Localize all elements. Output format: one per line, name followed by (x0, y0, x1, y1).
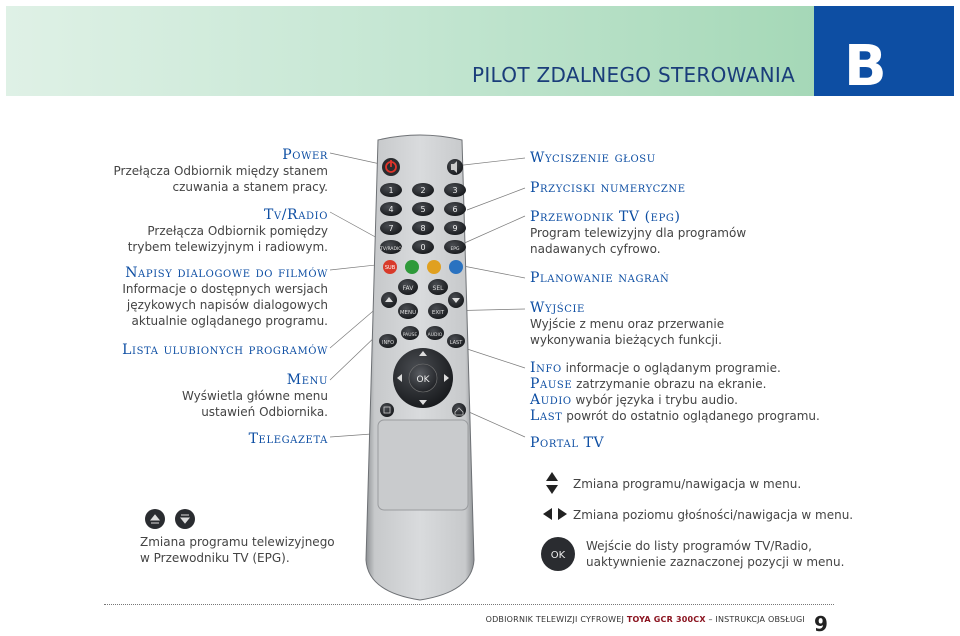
label-teletext: Telegazeta (248, 431, 328, 447)
digit-label: 8 (420, 224, 426, 233)
svg-text:LAST: LAST (449, 340, 463, 346)
color-key-button (449, 260, 463, 274)
label-exit: Wyjście Wyjście z menu oraz przerwanie wykonywania bieżących funkcji. (530, 300, 725, 347)
digit-label: 4 (388, 205, 394, 214)
legend-ok-text: Wejście do listy programów TV/Radio, uaktywnienie zaznaczonej pozycji w menu. (586, 539, 845, 569)
label-mute: Wyciszenie głosu (530, 150, 656, 166)
digit-label: 1 (388, 186, 394, 195)
legend-leftright-text: Zmiana poziomu głośności/nawigacja w menu. (573, 508, 854, 522)
legend-epg-text: Zmiana programu telewizyjnego w Przewodniku TV (EPG). (140, 535, 335, 565)
label-subtitles: Napisy dialogowe do filmów Informacje o dostępnych wersjach językowych napisów dialogowych aktualnie oglądanego programu. (122, 265, 328, 328)
ok-legend (538, 534, 578, 574)
svg-text:MENU: MENU (399, 310, 417, 316)
right-arrow-icon (558, 508, 567, 520)
label-numeric: Przyciski numeryczne (530, 180, 686, 196)
svg-text:OK: OK (550, 550, 566, 561)
arrow-legend-icons (540, 470, 570, 530)
label-recording: Planowanie nagrań (530, 270, 670, 286)
digit-label: 5 (420, 205, 426, 214)
label-favorites: Lista ulubionych programów (122, 342, 328, 358)
svg-text:SEL: SEL (432, 285, 444, 292)
page-title: PILOT ZDALNEGO STEROWANIA (472, 63, 796, 87)
page-number: 9 (814, 612, 828, 636)
label-menu: Menu Wyświetla główne menu ustawień Odbiornika. (181, 372, 328, 419)
svg-text:OK: OK (416, 375, 430, 385)
color-key-button (405, 260, 419, 274)
footer-text: ODBIORNIK TELEWIZJI CYFROWEJ TOYA GCR 300CX – INSTRUKCJA OBSŁUGI (485, 615, 805, 624)
digit-label: 6 (452, 205, 458, 214)
digit-label: 2 (420, 186, 426, 195)
digit-label: EPG (450, 247, 460, 252)
sub-label: SUB (384, 265, 396, 271)
svg-text:EXIT: EXIT (431, 310, 445, 316)
color-key-button (427, 260, 441, 274)
digit-label: 9 (452, 224, 458, 233)
left-arrow-icon (543, 508, 552, 520)
footer-divider (104, 604, 834, 605)
label-power: Power Przełącza Odbiornik między stanem czuwania a stanem pracy. (113, 147, 328, 194)
svg-text:FAV: FAV (402, 285, 414, 292)
label-portal: Portal TV (530, 435, 605, 451)
digit-label: 0 (420, 243, 426, 252)
down-arrow-icon (546, 485, 558, 494)
svg-text:PAUSE: PAUSE (402, 333, 418, 338)
svg-text:AUDIO: AUDIO (427, 333, 443, 338)
remote-screen-panel (378, 420, 468, 510)
svg-text:INFO: INFO (381, 340, 395, 346)
digit-label: TV/RADIO (380, 247, 402, 252)
section-badge: B (814, 6, 954, 96)
epg-nav-icons (144, 508, 204, 530)
legend-updown-text: Zmiana programu/nawigacja w menu. (573, 477, 802, 491)
label-epg: Przewodnik TV (epg) Program telewizyjny dla programów nadawanych cyfrowo. (530, 209, 747, 256)
label-info-group: Info informacje o oglądanym programie. Pause zatrzymanie obrazu na ekranie. Audio wybór języka i trybu audio. Last powrót do ostatnio oglądanego programu. (530, 360, 820, 424)
label-tv-radio: Tv/Radio Przełącza Odbiornik pomiędzy trybem telewizyjnym i radiowym. (127, 207, 328, 254)
up-arrow-icon (546, 472, 558, 481)
teletext-button (380, 403, 394, 417)
digit-label: 3 (452, 186, 458, 195)
digit-label: 7 (388, 224, 394, 233)
